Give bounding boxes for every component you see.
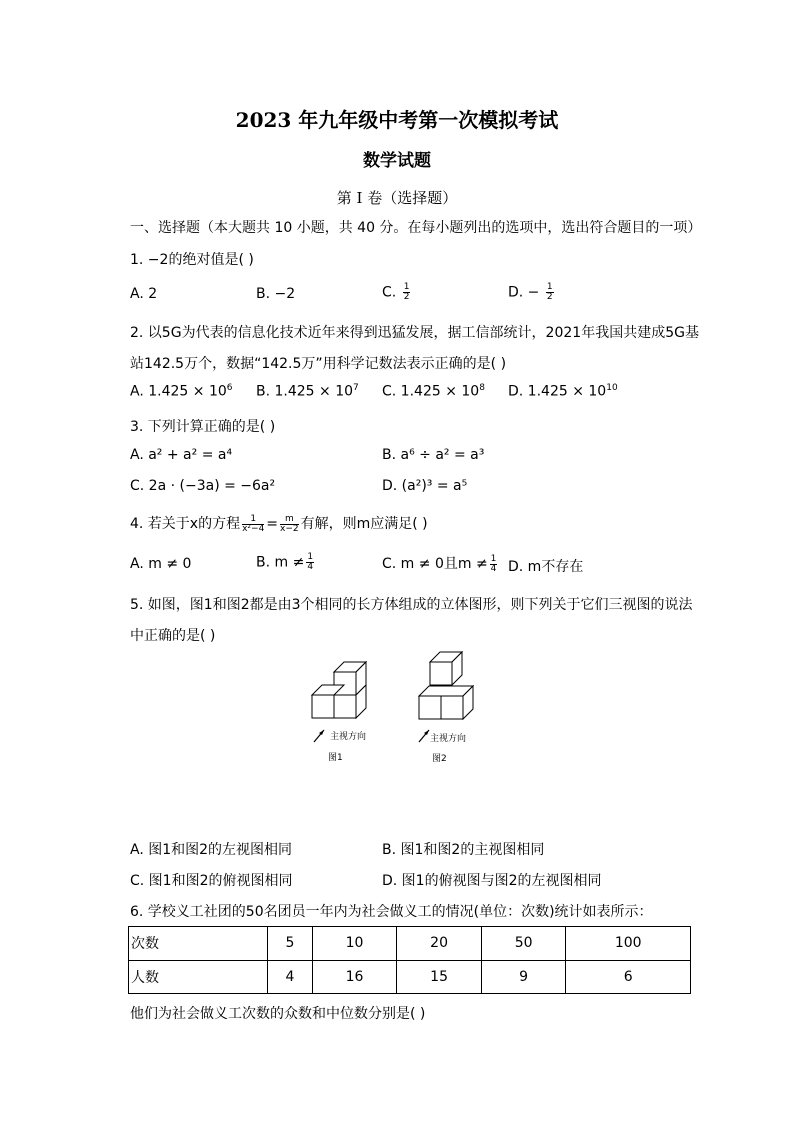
q4-equals: = (266, 516, 279, 532)
frac-numerator: m (280, 515, 299, 525)
q1-option-d-label: D. − (508, 284, 540, 301)
section-heading: 第 I 卷（选择题） (336, 189, 458, 207)
table-row (129, 927, 691, 961)
exam-title: 2023 年九年级中考第一次模拟考试 (235, 108, 559, 132)
table-cell: 15 (397, 960, 482, 994)
figure-1-cubes (300, 650, 410, 760)
frac-denominator: x−2 (280, 523, 299, 534)
frac-numerator: 1 (403, 282, 410, 292)
q2-option-d (508, 383, 618, 400)
question-1-stem: 1. −2的绝对值是( ) (130, 252, 254, 268)
q2-d-exp: 10 (606, 383, 618, 393)
q4-option-a: A. m ≠ 0 (130, 556, 192, 572)
table-cell: 16 (312, 960, 397, 994)
figure-2-label: 图2 (432, 754, 447, 764)
q2-b-base: B. 1.425 × 10 (256, 383, 354, 400)
table-cell: 6 (566, 960, 691, 994)
table-cell: 20 (397, 927, 482, 961)
q2-option-c (382, 383, 485, 400)
q4-stem-post: 有解，则m应满足( ) (300, 516, 428, 532)
section-instructions: 一、选择题（本大题共 10 小题，共 40 分。在每小题列出的选项中，选出符合题目的一项） (130, 220, 702, 236)
table-cell: 人数 (129, 960, 268, 994)
frac-numerator: 1 (546, 282, 553, 292)
q2-a-base: A. 1.425 × 10 (130, 383, 227, 400)
table-cell: 4 (268, 960, 313, 994)
q4-option-c (382, 553, 499, 574)
figure-1-label: 图1 (328, 753, 343, 763)
q2-d-base: D. 1.425 × 10 (508, 383, 607, 400)
question-4-stem (130, 513, 428, 534)
q3-option-d: D. (a²)³ = a⁵ (382, 478, 468, 494)
q2-option-a (130, 383, 233, 400)
frac-numerator: 1 (307, 552, 314, 562)
q4-option-b (256, 553, 316, 572)
frac-numerator: 1 (490, 553, 497, 564)
q2-c-exp: 8 (479, 383, 485, 393)
q1-option-c-fraction (403, 283, 411, 302)
frac-denominator: 2 (403, 292, 410, 302)
table-cell: 100 (566, 927, 691, 961)
frac-denominator: 2 (546, 292, 553, 302)
q4-c-fraction (490, 555, 498, 574)
table-cell: 5 (268, 927, 313, 961)
exam-subtitle: 数学试题 (363, 151, 431, 171)
q4-b-fraction (306, 553, 314, 572)
table-row (129, 960, 691, 994)
question-2-stem-line1: 2. 以5G为代表的信息化技术近年来得到迅猛发展，据工信部统计，2021年我国共建成5G基 (130, 325, 699, 341)
q2-b-exp: 7 (353, 383, 359, 393)
q4-fraction-1 (242, 515, 264, 534)
q2-a-exp: 6 (226, 383, 233, 393)
q4-option-d: D. m不存在 (508, 559, 584, 575)
question-5-stem-line2: 中正确的是( ) (130, 628, 216, 644)
q5-option-a: A. 图1和图2的左视图相同 (130, 842, 293, 858)
q4-c-pre: C. m ≠ 0且m ≠ (382, 556, 488, 572)
q1-option-a: A. 2 (130, 286, 158, 302)
question-6-follow-up: 他们为社会做义工次数的众数和中位数分别是( ) (130, 1006, 426, 1022)
figure-1-direction-label: 主视方向 (330, 732, 367, 742)
frac-denominator: 4 (307, 562, 314, 572)
question-3-stem: 3. 下列计算正确的是( ) (130, 419, 276, 435)
frac-denominator: x²−4 (242, 523, 265, 534)
table-cell: 10 (312, 927, 397, 961)
q4-b-pre: B. m ≠ (256, 554, 305, 571)
question-5-stem-line1: 5. 如图，图1和图2都是由3个相同的长方体组成的立体图形，则下列关于它们三视图的说法 (130, 597, 693, 613)
q4-fraction-2 (280, 515, 299, 534)
q1-option-b: B. −2 (256, 286, 296, 302)
q5-option-b: B. 图1和图2的主视图相同 (382, 842, 545, 858)
frac-numerator: 1 (242, 515, 264, 525)
table-cell: 50 (481, 927, 566, 961)
q1-option-d-fraction (546, 283, 554, 302)
figure-2-direction-label: 主视方向 (430, 734, 467, 744)
q5-option-c: C. 图1和图2的俯视图相同 (130, 873, 293, 889)
q6-data-table (128, 926, 691, 994)
q1-option-c-label: C. (382, 284, 397, 301)
q3-option-c: C. 2a · (−3a) = −6a² (130, 478, 276, 494)
question-6-stem: 6. 学校义工社团的50名团员一年内为社会做义工的情况(单位：次数)统计如表所示： (130, 904, 653, 920)
q2-c-base: C. 1.425 × 10 (382, 383, 480, 400)
q3-option-b: B. a⁶ ÷ a² = a³ (382, 447, 485, 463)
q3-option-a: A. a² + a² = a⁴ (130, 447, 233, 463)
q4-stem-pre: 4. 若关于x的方程 (130, 516, 241, 532)
q1-option-d (508, 283, 556, 302)
frac-denominator: 4 (490, 563, 497, 574)
table-cell: 次数 (129, 927, 268, 961)
table-cell: 9 (481, 960, 566, 994)
q1-option-c (382, 283, 412, 302)
question-2-stem-line2: 站142.5万个，数据“142.5万”用科学记数法表示正确的是( ) (130, 356, 507, 372)
q5-option-d: D. 图1的俯视图与图2的左视图相同 (382, 873, 602, 889)
q2-option-b (256, 383, 359, 400)
